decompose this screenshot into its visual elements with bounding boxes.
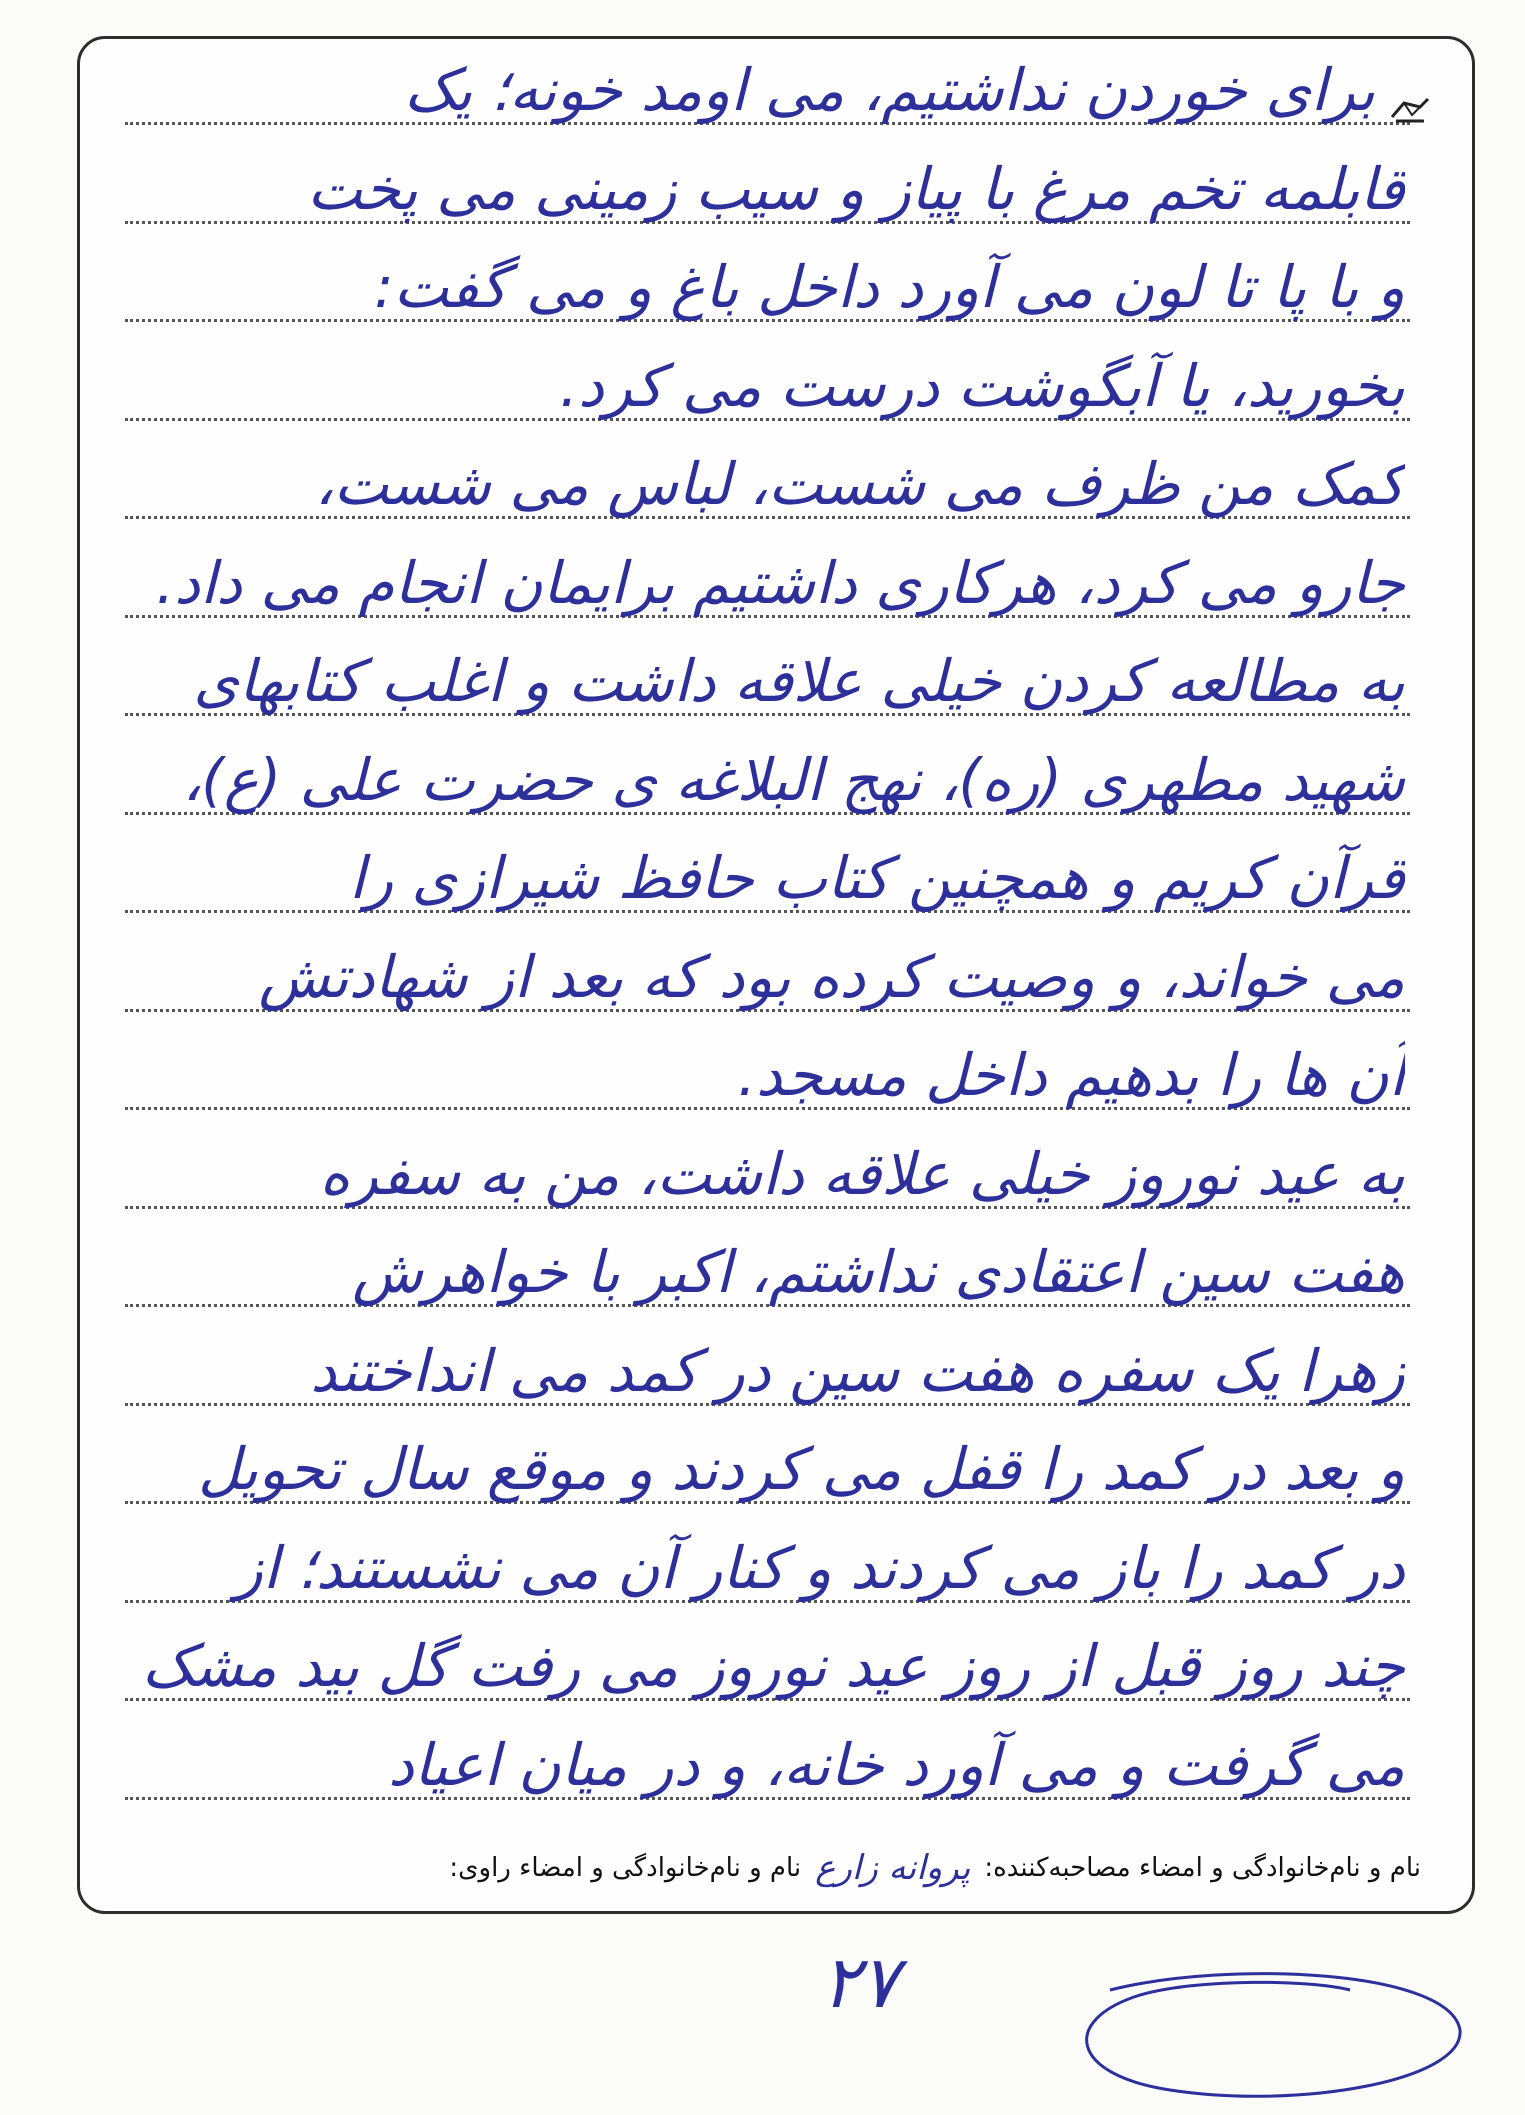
text-line: و بعد در کمد را قفل می کردند و موقع سال تحویل	[197, 1435, 1405, 1503]
text-line: کمک من ظرف می شست، لباس می شست،	[314, 450, 1405, 518]
text-line: قابلمه تخم مرغ با پیاز و سیب زمینی می پخت	[307, 155, 1405, 223]
interviewer-signature: پروانه زارع	[815, 1848, 971, 1888]
text-line: بخورید، یا آبگوشت درست می کرد.	[559, 352, 1405, 420]
text-line: می خواند، و وصیت کرده بود که بعد از شهادتش	[258, 943, 1405, 1011]
text-line: و با پا تا لون می آورد داخل باغ و می گفت:	[374, 253, 1405, 321]
text-line: چند روز قبل از روز عید نوروز می رفت گل بید مشک	[141, 1632, 1405, 1700]
page-number: ۲۷	[821, 1940, 899, 2024]
footer-signature-row	[115, 1843, 1425, 1893]
interviewer-label: نام و نام‌خانوادگی و امضاء مصاحبه‌کننده:	[984, 1853, 1421, 1883]
text-line: می گرفت و می آورد خانه، و در میان اعیاد	[388, 1731, 1405, 1799]
narrator-label: نام و نام‌خانوادگی و امضاء راوی:	[449, 1853, 802, 1883]
text-line: به مطالعه کردن خیلی علاقه داشت و اغلب کتابهای	[193, 647, 1405, 715]
text-line: زهرا یک سفره هفت سین در کمد می انداختند	[310, 1337, 1405, 1405]
text-line: قرآن کریم و همچنین کتاب حافظ شیرازی را	[348, 844, 1405, 912]
text-line: برای خوردن نداشتیم، می اومد خونه؛ یک	[404, 56, 1375, 124]
text-line: به عید نوروز خیلی علاقه داشت، من به سفره	[319, 1140, 1405, 1208]
text-line: در کمد را باز می کردند و کنار آن می نشستند؛ از	[234, 1534, 1405, 1602]
text-line: آن ها را بدهیم داخل مسجد.	[737, 1041, 1405, 1109]
text-line: شهید مطهری (ره)، نهج البلاغه ی حضرت علی (ع)،	[182, 746, 1405, 814]
text-line: هفت سین اعتقادی نداشتم، اکبر با خواهرش	[352, 1238, 1405, 1306]
signature-oval	[1050, 1950, 1470, 2115]
pen-hand-icon	[1390, 95, 1430, 125]
text-line: جارو می کرد، هرکاری داشتیم برایمان انجام می داد.	[155, 549, 1405, 617]
